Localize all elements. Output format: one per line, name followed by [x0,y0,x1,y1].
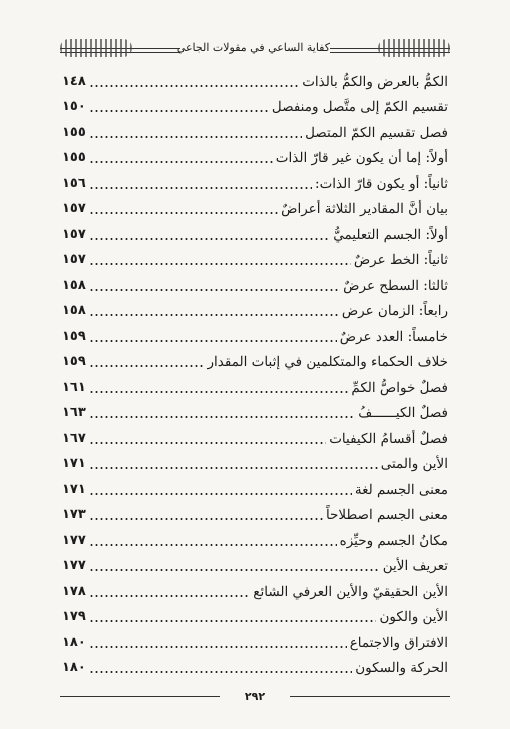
toc-entry-title: تقسيم الكمّ إلى متَّصل ومنفصل [271,99,448,115]
dot-leader [89,187,312,189]
header-ornament-right [378,39,450,57]
toc-entry-title: أولاً: الجسم التعليميُّ [333,226,448,243]
dot-leader [89,391,349,393]
toc-entry-page: ١٥٠ [62,99,86,114]
toc-entry [62,374,448,400]
toc-entry [62,323,448,349]
toc-entry [62,451,448,477]
toc-entry-page: ١٥٩ [62,354,86,369]
dot-leader [89,161,273,163]
toc-entry-page: ١٥٧ [62,201,86,216]
toc-entry-title: الافتراق والاجتماع [349,634,448,651]
toc-entry [62,604,448,630]
toc-entry-title: فصلٌ خواصُّ الكمِّ [351,379,448,396]
toc-entry-page: ١٧٧ [62,532,86,548]
toc-entry [62,196,448,222]
toc-entry [62,170,448,196]
toc-entry-title: ثالثا: السطح عرضٌ [343,277,448,294]
toc-entry-title: معنى الجسم لغة [354,481,448,498]
dot-leader [89,263,351,265]
toc-entry-page: ١٥٨ [62,303,86,318]
toc-entry-title: فصلٌ أقسامُ الكيفيات [329,430,448,447]
toc-entry [62,400,448,426]
dot-leader [89,493,352,495]
toc-entry [62,425,448,451]
toc-entry-title: خامساً: العدد عرضٌ [339,328,448,345]
toc-entry-page: ١٧١ [62,456,86,471]
toc-entry-title: الأين الحقيقيّ والأين العرفي الشائع [253,583,448,600]
toc-entry-title: أولاً: إما أن يكون غير قارّ الذات [275,150,448,166]
running-header [60,36,450,62]
table-of-contents [62,68,448,680]
dot-leader [89,365,205,367]
dot-leader [89,467,378,469]
toc-entry [62,145,448,171]
page-number: ٢٩٢ [244,690,266,703]
toc-entry-page: ١٦٧ [62,430,86,446]
toc-entry [62,527,448,553]
toc-entry-page: ١٦١ [62,379,86,395]
toc-entry-title: الأين والكون [379,609,448,625]
dot-leader [89,671,352,673]
toc-entry-page: ١٨٠ [62,634,86,650]
toc-entry-title: الكمُّ بالعرض والكمُّ بالذات [302,73,448,90]
toc-entry-page: ١٤٨ [62,73,86,89]
toc-entry [62,221,448,247]
dot-leader [89,110,269,112]
toc-entry-title: بيان أنَّ المقادير الثلاثة أعراضٌ [281,201,448,217]
dot-leader [89,518,323,520]
dot-leader [89,212,278,214]
dot-leader [89,85,299,87]
dot-leader [89,340,337,342]
dot-leader [89,646,347,648]
toc-entry-title: فصلٌ الكيــــــفُ [358,405,448,421]
toc-entry-title: تعريف الأين [382,558,448,574]
dot-leader [89,136,302,138]
dot-leader [89,314,339,316]
toc-entry-page: ١٥٦ [62,175,86,191]
toc-entry [62,629,448,655]
dot-leader [89,620,377,622]
toc-entry [62,655,448,681]
toc-entry-page: ١٧٩ [62,609,86,624]
toc-entry-page: ١٦٣ [62,405,86,420]
toc-entry-title: معنى الجسم اصطلاحاً [325,507,448,523]
toc-entry [62,94,448,120]
toc-entry [62,502,448,528]
toc-entry-page: ١٥٧ [62,226,86,242]
page-footer [60,690,450,704]
book-title: كفاية الساعي في مقولات الجاعي [180,38,330,58]
toc-entry-title: الأين والمتى [380,456,448,472]
header-ornament-left [60,39,132,57]
toc-entry [62,553,448,579]
dot-leader [89,544,337,546]
toc-entry-page: ١٥٥ [62,150,86,165]
toc-entry [62,578,448,604]
dot-leader [89,595,250,597]
toc-entry [62,476,448,502]
dot-leader [89,569,380,571]
toc-entry-page: ١٨٠ [62,660,86,675]
footer-rule-right [290,696,450,697]
dot-leader [89,238,330,240]
toc-entry-page: ١٧٧ [62,558,86,573]
toc-entry-title: ثانياً: الخط عرضٌ [353,252,448,268]
dot-leader [89,442,326,444]
toc-entry [62,119,448,145]
toc-entry [62,298,448,324]
toc-entry-page: ١٧٨ [62,583,86,599]
toc-entry-page: ١٥٧ [62,252,86,267]
toc-entry-page: ١٧١ [62,481,86,497]
toc-entry-title: الحركة والسكون [355,660,448,676]
footer-rule-left [60,696,220,697]
toc-entry [62,68,448,94]
toc-entry-title: خلاف الحكماء والمتكلمين في إثبات المقدار [207,354,448,370]
toc-entry [62,247,448,273]
toc-entry-title: فصل تقسيم الكمّ المتصل [305,124,448,141]
toc-entry-page: ١٥٨ [62,277,86,293]
toc-entry-page: ١٥٩ [62,328,86,344]
dot-leader [89,289,340,291]
dot-leader [89,416,355,418]
toc-entry-page: ١٧٣ [62,507,86,522]
toc-entry [62,272,448,298]
toc-entry-title: ثانياً: أو يكون قارّ الذات: [315,175,448,192]
toc-entry-title: مكانُ الجسم وحيِّزه [339,532,448,549]
toc-entry-title: رابعاً: الزمان عرض [341,303,448,319]
toc-entry [62,349,448,375]
toc-entry-page: ١٥٥ [62,124,86,140]
